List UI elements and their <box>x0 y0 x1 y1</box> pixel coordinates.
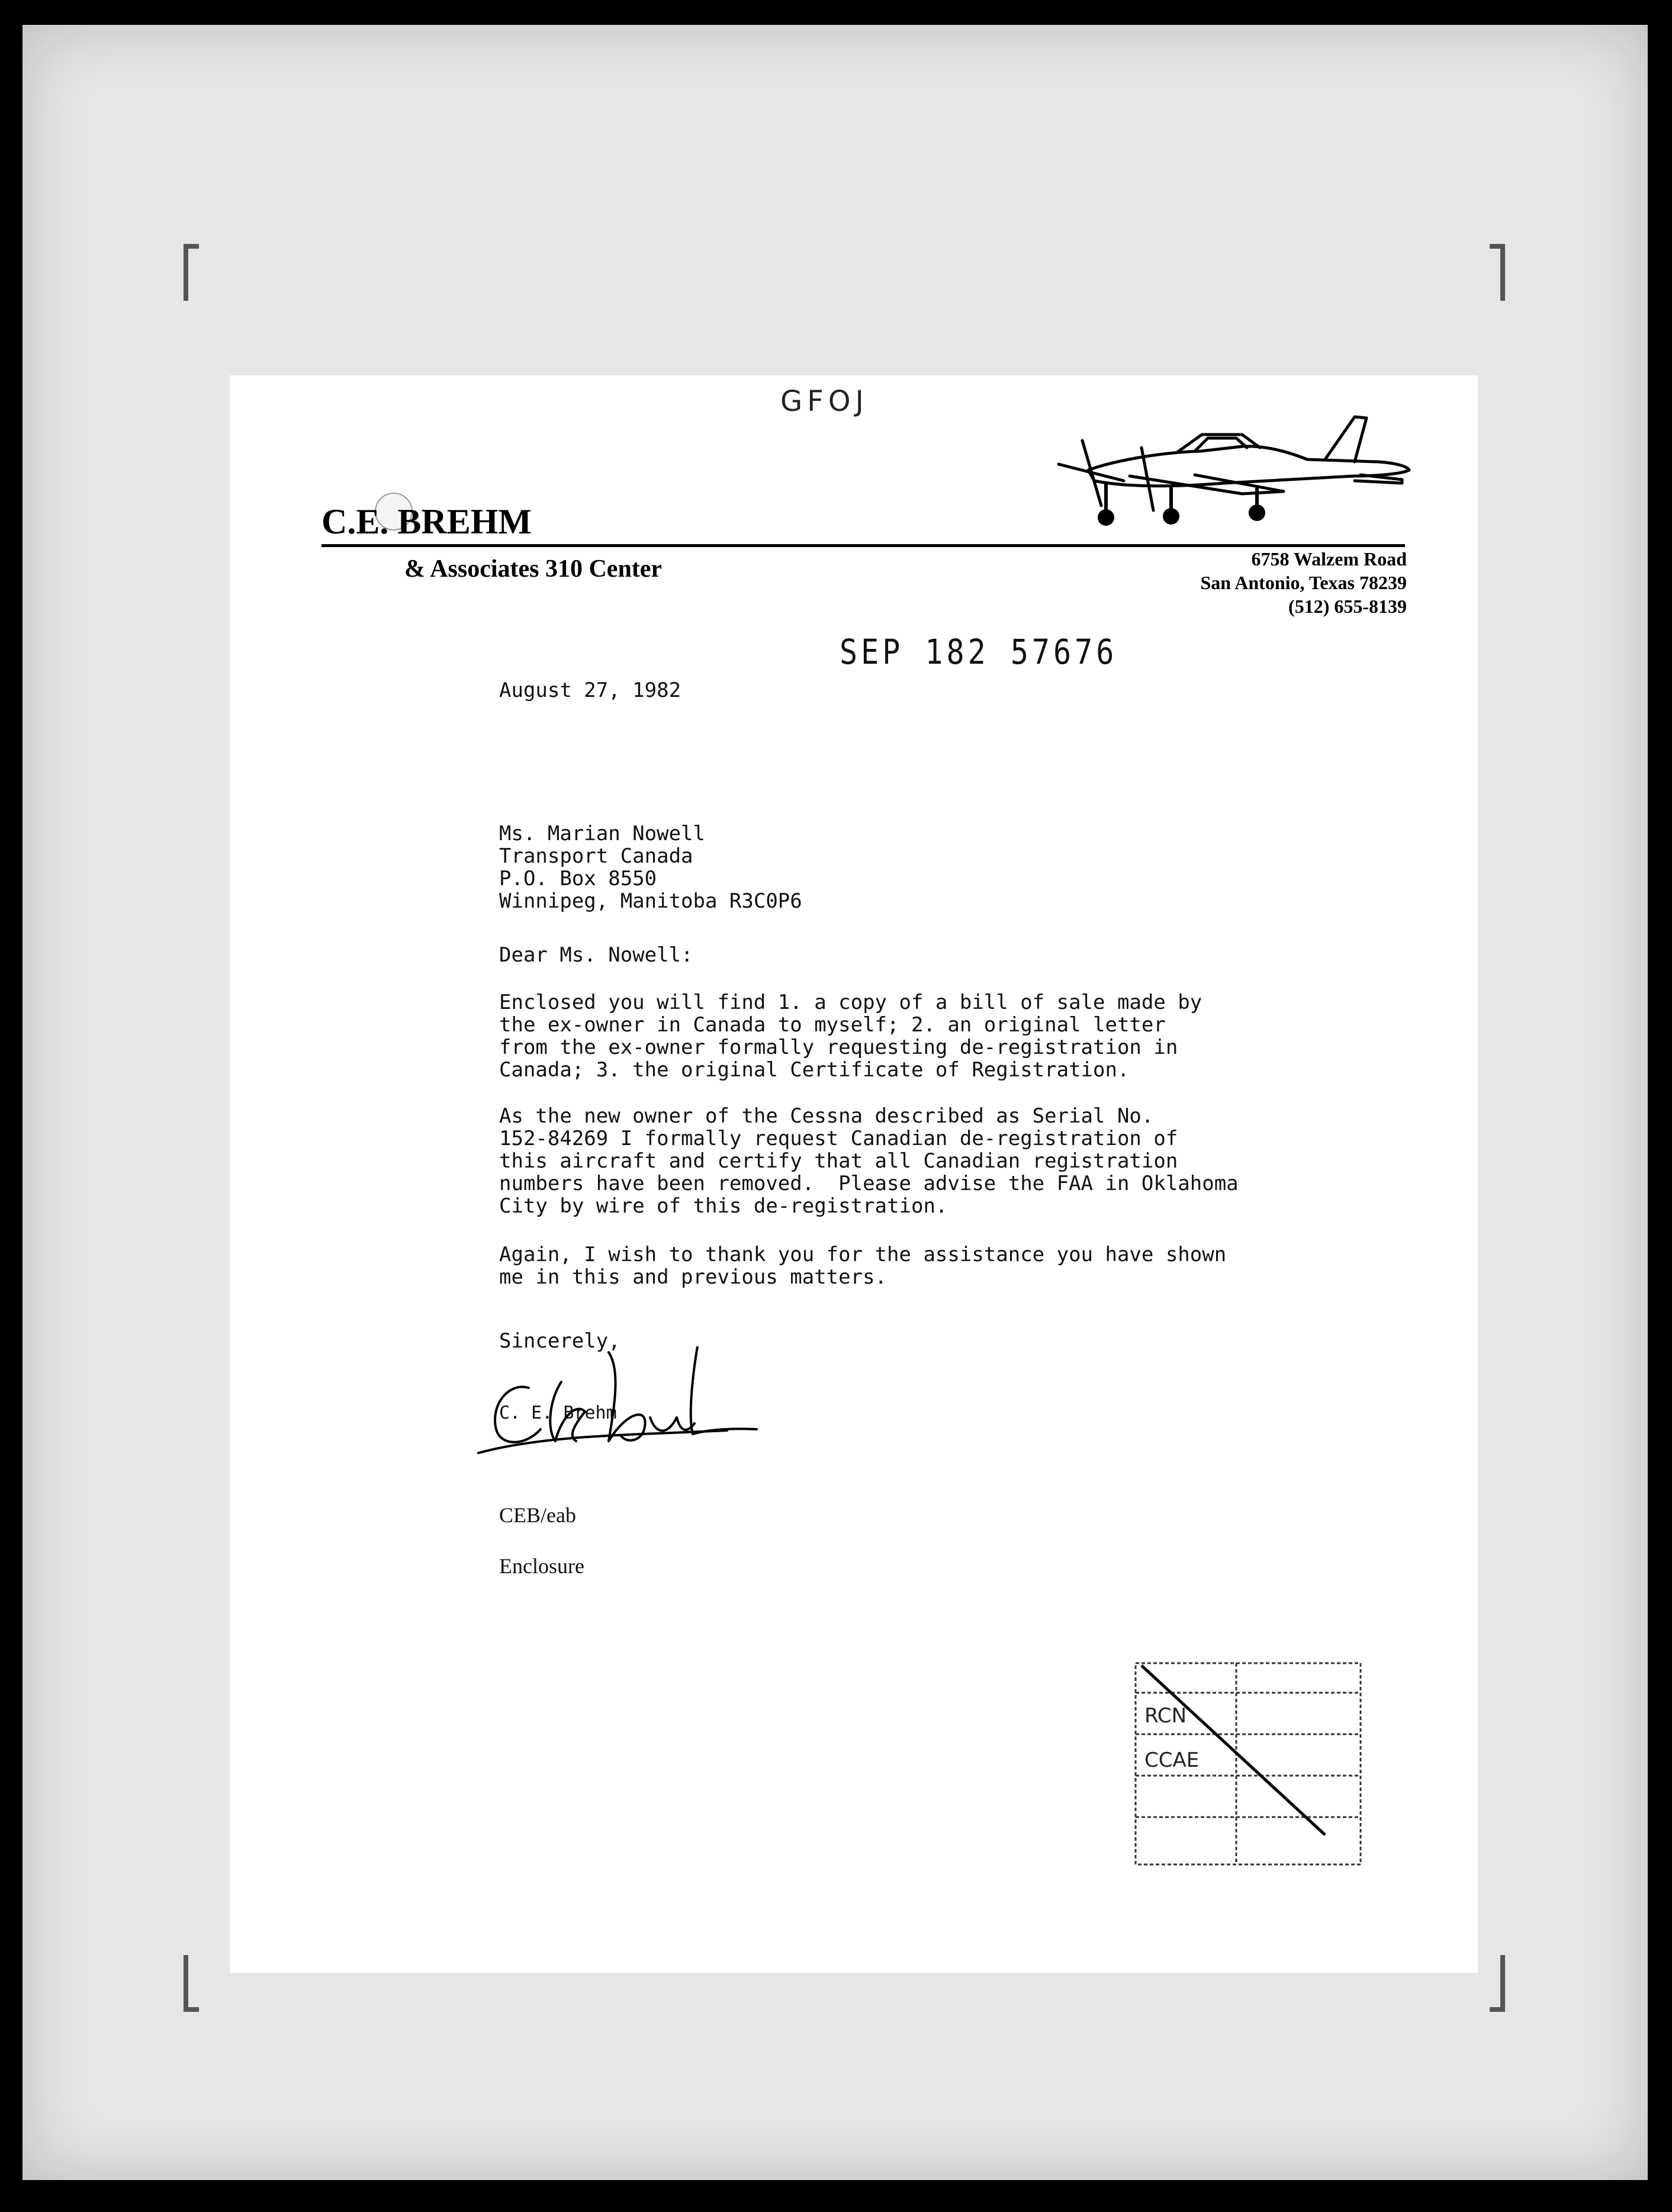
recipient-po-box: P.O. Box 8550 <box>499 867 657 890</box>
salutation: Dear Ms. Nowell: <box>499 943 693 967</box>
recipient-city: Winnipeg, Manitoba R3C0P6 <box>499 889 802 913</box>
reference-initials: CEB/eab <box>499 1503 576 1527</box>
airplane-icon <box>1047 405 1414 529</box>
registration-mark-top-right <box>1490 244 1505 301</box>
recipient-name: Ms. Marian Nowell <box>499 822 705 845</box>
letter-date: August 27, 1982 <box>499 679 681 702</box>
scan-background <box>22 25 1648 2180</box>
routing-entry-2: CCAE <box>1144 1748 1200 1772</box>
paragraph-thanks: Again, I wish to thank you for the assistance you have shown me in this and previous matters. <box>499 1243 1227 1289</box>
paragraph-deregistration: As the new owner of the Cessna described as Serial No. 152-84269 I formally request Canadian de-registration of this aircraft and certify that all Canadian registration numbers have been removed. Please advise the FAA in Oklahoma City by wire of this de-registration. <box>499 1104 1239 1218</box>
paragraph-enclosures: Enclosed you will find 1. a copy of a bill of sale made by the ex-owner in Canada to myself; 2. an original letter from the ex-owner formally requesting de-registration in Canada; 3. the original Certificate of Registration. <box>499 991 1202 1082</box>
received-stamp: SEP 182 57676 <box>840 632 1118 672</box>
closing: Sincerely, <box>499 1329 620 1353</box>
registration-mark-bottom-right <box>1490 1955 1505 2012</box>
routing-box <box>1130 1657 1366 1876</box>
address-street: 6758 Walzem Road <box>1251 548 1407 570</box>
signer-name: C. E. Brehm <box>499 1403 617 1423</box>
address-phone: (512) 655-8139 <box>1288 596 1407 617</box>
recipient-org: Transport Canada <box>499 844 693 868</box>
handwritten-note: GFOJ <box>780 385 869 418</box>
company-address <box>1200 547 1407 618</box>
enclosure-note: Enclosure <box>499 1554 584 1578</box>
recipient-address <box>499 822 802 912</box>
company-tagline: & Associates 310 Center <box>404 555 663 583</box>
address-city: San Antonio, Texas 78239 <box>1200 572 1407 593</box>
registration-mark-top-left <box>184 244 199 301</box>
routing-entry-1: RCN <box>1144 1704 1187 1728</box>
company-name: C.E. BREHM <box>321 502 532 541</box>
letter-page <box>230 375 1478 1973</box>
registration-mark-bottom-left <box>184 1955 199 2012</box>
